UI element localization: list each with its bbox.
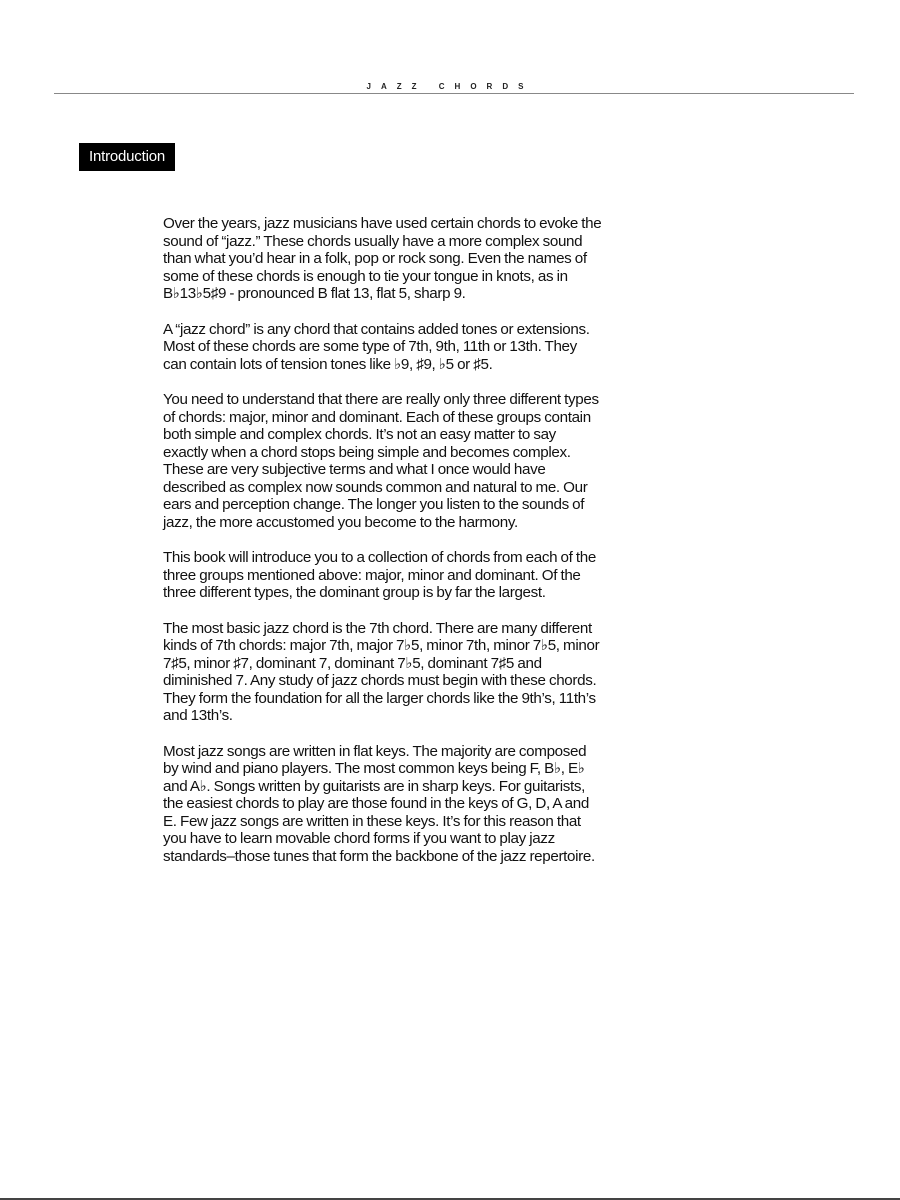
paragraph-5: The most basic jazz chord is the 7th chord. There are many different kinds of 7th chords: major 7th, major 7♭5, minor 7th, minor 7♭5, minor 7♯5, minor ♯7, dominant 7, dominant 7♭5, dominant 7♯5 and diminished 7. Any study of jazz chords must begin with these chords. They form the foundation for all the larger chords like the 9th’s, 11th’s and 13th’s. <box>163 619 600 724</box>
running-header-title: JAZZ CHORDS <box>366 82 534 91</box>
paragraph-6: Most jazz songs are written in flat keys. The majority are composed by wind and piano players. The most common keys being F, B♭, E♭ and A♭. Songs written by guitarists are in sharp keys. For guitarists, the easiest chords to play are those found in the keys of G, D, A and E. Few jazz songs are written in these keys. It’s for this reason that you have to learn movable chord forms if you want to play jazz standards–those tunes that form the backbone of the jazz repertoire. <box>163 742 595 865</box>
header-rule <box>54 93 854 94</box>
paragraph-3: You need to understand that there are really only three different types of chords: major, minor and dominant. Each of these groups contain both simple and complex chords. It’s not an easy matter to say exactly when a chord stops being simple and becomes complex. These are very subjective terms and what I once would have described as complex now sounds common and natural to me. Our ears and perception change. The longer you listen to the sounds of jazz, the more accustomed you become to the harmony. <box>163 391 599 531</box>
paragraph-1: Over the years, jazz musicians have used certain chords to evoke the sound of “jazz.” These chords usually have a more complex sound than what you’d hear in a folk, pop or rock song. Even the names of some of these chords is enough to tie your tongue in knots, as in B♭13♭5♯9 - pronounced B flat 13, flat 5, sharp 9. <box>163 215 602 302</box>
paragraph-4: This book will introduce you to a collection of chords from each of the three groups mentioned above: major, minor and dominant. Of the three different types, the dominant group is by far the largest. <box>163 549 596 601</box>
paragraph-2: A “jazz chord” is any chord that contains added tones or extensions. Most of these chords are some type of 7th, 9th, 11th or 13th. They can contain lots of tension tones like ♭9, ♯9, ♭5 or ♯5. <box>163 320 590 373</box>
body-text <box>163 215 603 883</box>
section-label-introduction: Introduction <box>79 143 175 171</box>
